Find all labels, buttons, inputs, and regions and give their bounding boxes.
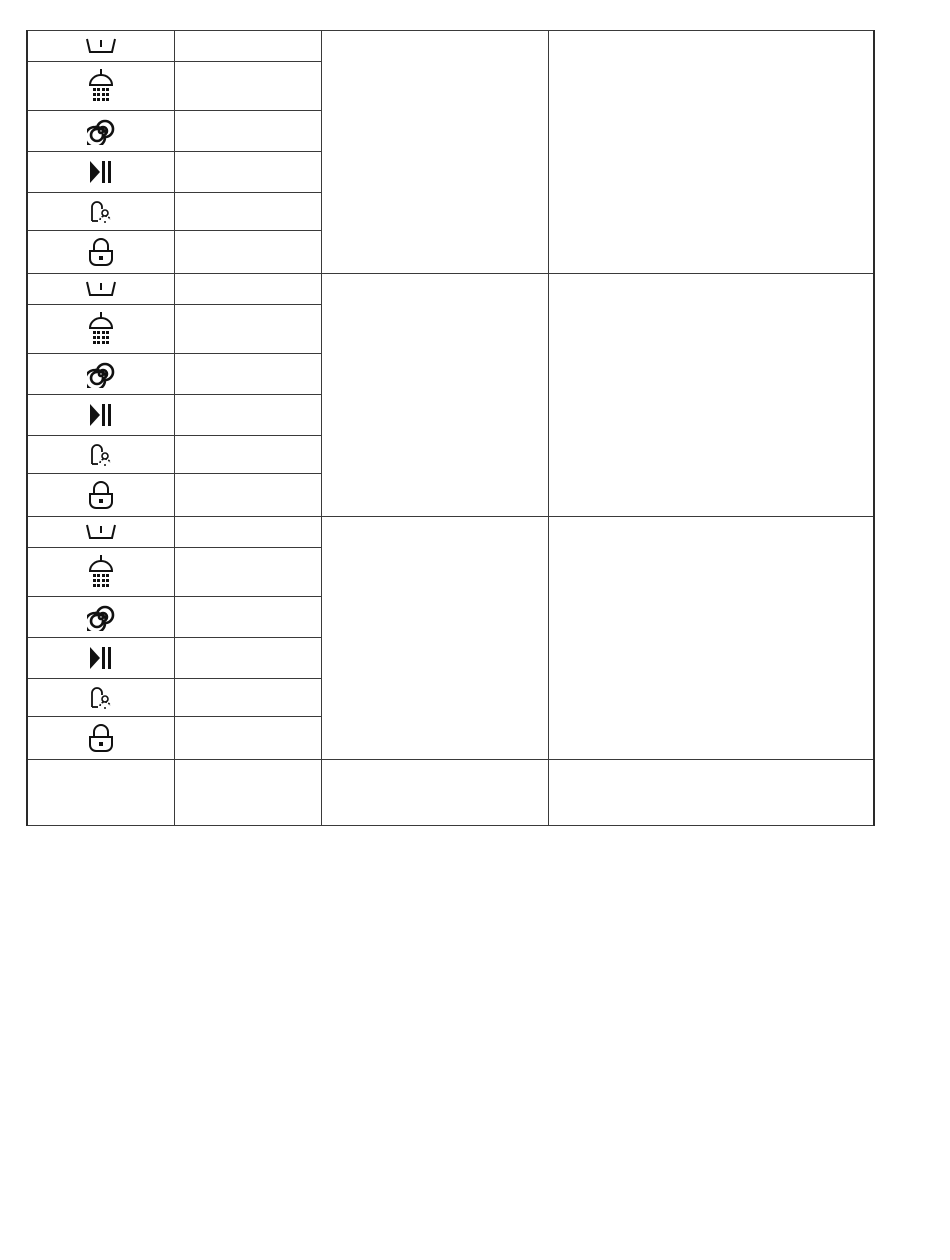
icon-cell — [27, 597, 174, 638]
icon-cell — [27, 395, 174, 436]
label-cell — [174, 193, 321, 231]
lock-icon — [88, 237, 114, 267]
icon-cell — [27, 152, 174, 193]
icon-reference-table-container — [26, 30, 875, 826]
icon-cell — [27, 517, 174, 548]
basin-icon — [84, 36, 118, 56]
label-cell — [174, 152, 321, 193]
icon-cell — [27, 354, 174, 395]
label-cell — [174, 517, 321, 548]
icon-cell — [27, 274, 174, 305]
play-pause-icon — [88, 402, 114, 428]
icon-cell — [27, 436, 174, 474]
child-lock-icon — [89, 199, 113, 225]
lock-icon — [88, 480, 114, 510]
label-cell — [174, 231, 321, 274]
icon-cell — [27, 717, 174, 760]
label-cell — [174, 31, 321, 62]
child-lock-icon — [89, 685, 113, 711]
group-notes-cell — [548, 31, 874, 274]
shower-icon — [88, 68, 114, 104]
icon-cell — [27, 62, 174, 111]
icon-cell — [27, 679, 174, 717]
icon-cell — [27, 193, 174, 231]
child-lock-icon — [89, 442, 113, 468]
label-cell — [174, 354, 321, 395]
play-pause-icon — [88, 645, 114, 671]
icon-cell — [27, 231, 174, 274]
shower-icon — [88, 554, 114, 590]
final-cell — [27, 760, 174, 826]
spiral-icon — [87, 603, 115, 631]
final-cell — [174, 760, 321, 826]
group-description-cell — [321, 517, 548, 760]
shower-icon — [88, 311, 114, 347]
table-row — [27, 517, 874, 548]
spiral-icon — [87, 117, 115, 145]
lock-icon — [88, 723, 114, 753]
basin-icon — [84, 279, 118, 299]
icon-cell — [27, 305, 174, 354]
group-description-cell — [321, 274, 548, 517]
label-cell — [174, 638, 321, 679]
label-cell — [174, 474, 321, 517]
group-description-cell — [321, 31, 548, 274]
label-cell — [174, 274, 321, 305]
icon-cell — [27, 638, 174, 679]
label-cell — [174, 717, 321, 760]
play-pause-icon — [88, 159, 114, 185]
label-cell — [174, 597, 321, 638]
final-cell — [321, 760, 548, 826]
label-cell — [174, 395, 321, 436]
group-notes-cell — [548, 517, 874, 760]
icon-cell — [27, 548, 174, 597]
label-cell — [174, 62, 321, 111]
icon-cell — [27, 474, 174, 517]
basin-icon — [84, 522, 118, 542]
group-notes-cell — [548, 274, 874, 517]
label-cell — [174, 111, 321, 152]
icon-reference-table — [26, 30, 875, 826]
label-cell — [174, 548, 321, 597]
table-row — [27, 31, 874, 62]
label-cell — [174, 679, 321, 717]
label-cell — [174, 305, 321, 354]
spiral-icon — [87, 360, 115, 388]
table-row — [27, 274, 874, 305]
label-cell — [174, 436, 321, 474]
icon-cell — [27, 111, 174, 152]
table-row-final — [27, 760, 874, 826]
icon-cell — [27, 31, 174, 62]
final-cell — [548, 760, 874, 826]
